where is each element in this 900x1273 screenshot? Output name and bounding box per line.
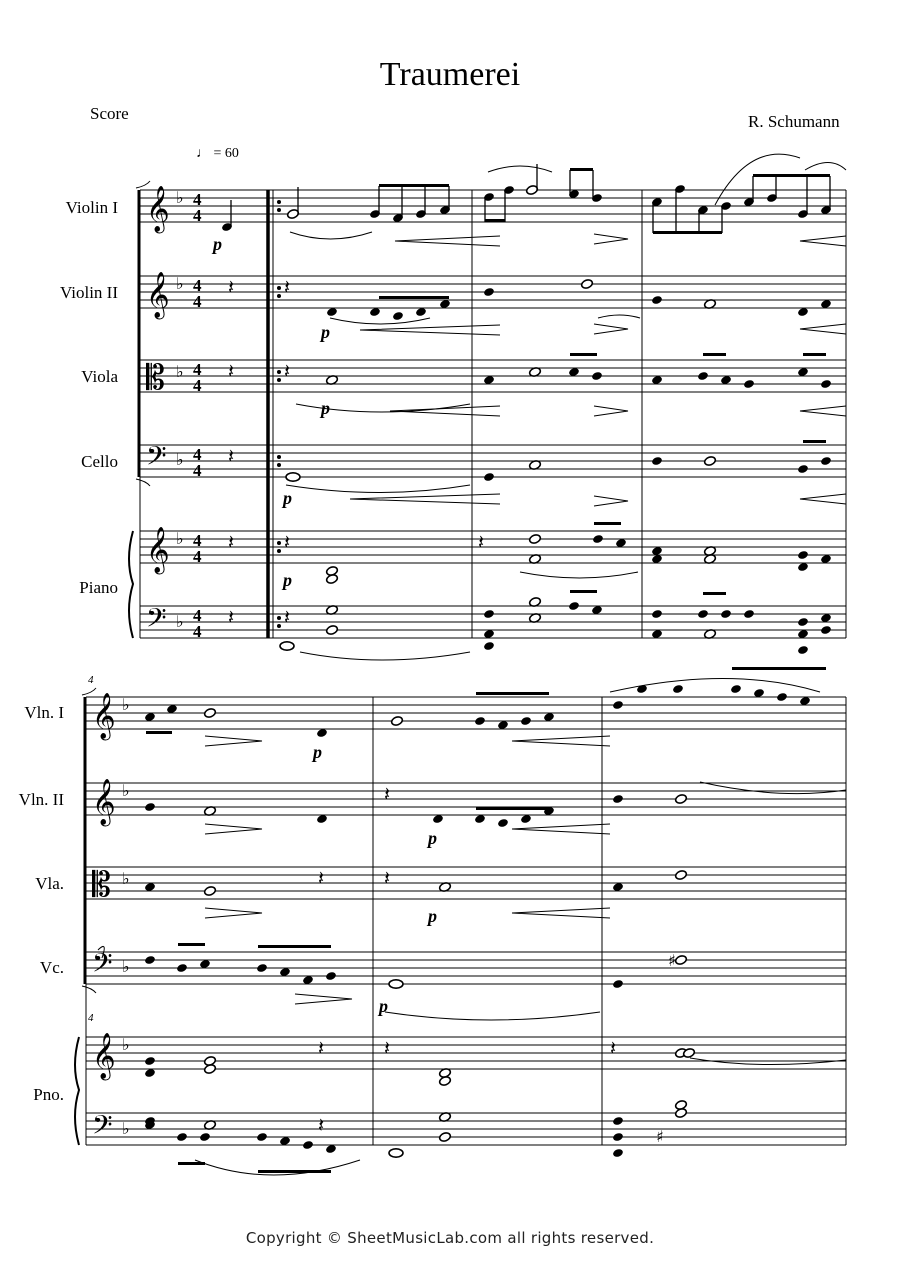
dynamic-marking: p <box>213 234 222 254</box>
svg-text:4: 4 <box>193 276 202 295</box>
alto-clef-icon: 𝄡 <box>92 865 111 905</box>
svg-text:4: 4 <box>193 622 202 641</box>
instrument-label-piano: Piano <box>79 578 118 597</box>
instrument-label-vc: Vc. <box>39 958 64 977</box>
svg-text:4: 4 <box>193 461 202 480</box>
quarter-note-icon: ♩ <box>196 146 210 161</box>
svg-text:𝄽: 𝄽 <box>478 530 485 554</box>
instrument-label-vla: Vla. <box>35 874 64 893</box>
treble-clef-icon: 𝄞 <box>146 186 170 232</box>
svg-text:4: 4 <box>193 547 202 566</box>
staff-vc <box>86 952 846 984</box>
dynamic-marking: p <box>379 996 388 1016</box>
svg-text:𝄽: 𝄽 <box>610 1036 617 1060</box>
svg-text:𝄽: 𝄽 <box>228 605 235 629</box>
instrument-label-violin-1: Violin I <box>65 198 118 217</box>
tempo-value: = 60 <box>213 146 239 161</box>
svg-text:♭: ♭ <box>122 1119 130 1138</box>
measure-number: 4 <box>88 674 94 686</box>
sharp-icon: ♯ <box>668 951 676 970</box>
alto-clef-icon: 𝄡 <box>146 358 165 398</box>
sharp-icon: ♯ <box>656 1127 664 1146</box>
bass-clef-icon: 𝄢 <box>146 602 167 640</box>
beams <box>146 168 830 1173</box>
svg-text:♭: ♭ <box>176 362 184 381</box>
time-signature <box>193 190 202 641</box>
note-heads <box>144 184 832 1158</box>
svg-text:4: 4 <box>193 360 202 379</box>
svg-text:𝄽: 𝄽 <box>284 605 291 629</box>
measure-number: 4 <box>88 1012 94 1024</box>
instrument-label-viola: Viola <box>81 367 118 386</box>
quarter-rest-icon <box>228 275 616 1137</box>
svg-text:♭: ♭ <box>176 450 184 469</box>
svg-text:4: 4 <box>193 606 202 625</box>
bass-clef-icon: 𝄢 <box>92 947 113 985</box>
svg-text:𝄽: 𝄽 <box>228 275 235 299</box>
dynamic-marking: p <box>321 322 330 342</box>
dynamic-marking: p <box>283 570 292 590</box>
svg-text:♭: ♭ <box>176 529 184 548</box>
piece-title: Traumerei <box>379 56 521 93</box>
dynamic-marking: p <box>283 488 292 508</box>
instrument-label-pno: Pno. <box>33 1085 64 1104</box>
svg-text:♭: ♭ <box>122 1035 130 1054</box>
dynamic-marking: p <box>313 742 322 762</box>
svg-text:𝄽: 𝄽 <box>384 782 391 806</box>
svg-text:♭: ♭ <box>122 781 130 800</box>
staff-vla <box>86 867 846 899</box>
svg-text:4: 4 <box>193 376 202 395</box>
svg-text:𝄽: 𝄽 <box>318 866 325 890</box>
svg-text:𝄽: 𝄽 <box>284 530 291 554</box>
svg-text:4: 4 <box>193 531 202 550</box>
dynamic-marking: p <box>428 906 437 926</box>
instrument-label-vln-2: Vln. II <box>18 790 64 809</box>
dynamic-marking: p <box>321 398 330 418</box>
svg-text:♭: ♭ <box>122 957 130 976</box>
svg-text:𝄽: 𝄽 <box>384 1036 391 1060</box>
instrument-label-vln-1: Vln. I <box>24 703 64 722</box>
composer-name: R. Schumann <box>748 112 840 131</box>
treble-clef-icon: 𝄞 <box>92 693 116 739</box>
staff-piano-treble <box>140 531 846 563</box>
bass-clef-icon: 𝄢 <box>92 1109 113 1147</box>
treble-clef-icon: 𝄞 <box>146 272 170 318</box>
staff-viola <box>140 360 846 392</box>
score-label: Score <box>90 104 129 123</box>
svg-text:♭: ♭ <box>176 274 184 293</box>
svg-text:𝄽: 𝄽 <box>228 359 235 383</box>
copyright-footer: Copyright © SheetMusicLab.com all rights reserved. <box>245 1229 655 1247</box>
svg-text:4: 4 <box>193 292 202 311</box>
staff-vln-1 <box>86 697 846 729</box>
svg-text:𝄽: 𝄽 <box>228 530 235 554</box>
svg-text:4: 4 <box>193 206 202 225</box>
bass-clef-icon: 𝄢 <box>146 440 167 478</box>
svg-text:4: 4 <box>193 445 202 464</box>
svg-text:𝄽: 𝄽 <box>318 1113 325 1137</box>
treble-clef-icon: 𝄞 <box>92 1033 116 1079</box>
staff-pno-treble <box>86 1037 846 1069</box>
instrument-label-violin-2: Violin II <box>60 283 118 302</box>
svg-text:♭: ♭ <box>176 188 184 207</box>
svg-text:𝄽: 𝄽 <box>284 275 291 299</box>
svg-text:𝄽: 𝄽 <box>384 866 391 890</box>
treble-clef-icon: 𝄞 <box>92 779 116 825</box>
staff-pno-bass <box>86 1113 846 1145</box>
staff-cello <box>140 445 846 477</box>
treble-clef-icon: 𝄞 <box>146 527 170 573</box>
dynamic-marking: p <box>428 828 437 848</box>
svg-text:♭: ♭ <box>122 695 130 714</box>
instrument-label-cello: Cello <box>81 452 118 471</box>
svg-text:𝄽: 𝄽 <box>284 359 291 383</box>
svg-text:𝄽: 𝄽 <box>318 1036 325 1060</box>
flat-key-signature-icon <box>122 188 184 1138</box>
svg-text:4: 4 <box>193 190 202 209</box>
svg-text:♭: ♭ <box>176 612 184 631</box>
svg-text:♭: ♭ <box>122 869 130 888</box>
open-note-heads <box>204 185 717 1158</box>
svg-text:𝄽: 𝄽 <box>228 444 235 468</box>
